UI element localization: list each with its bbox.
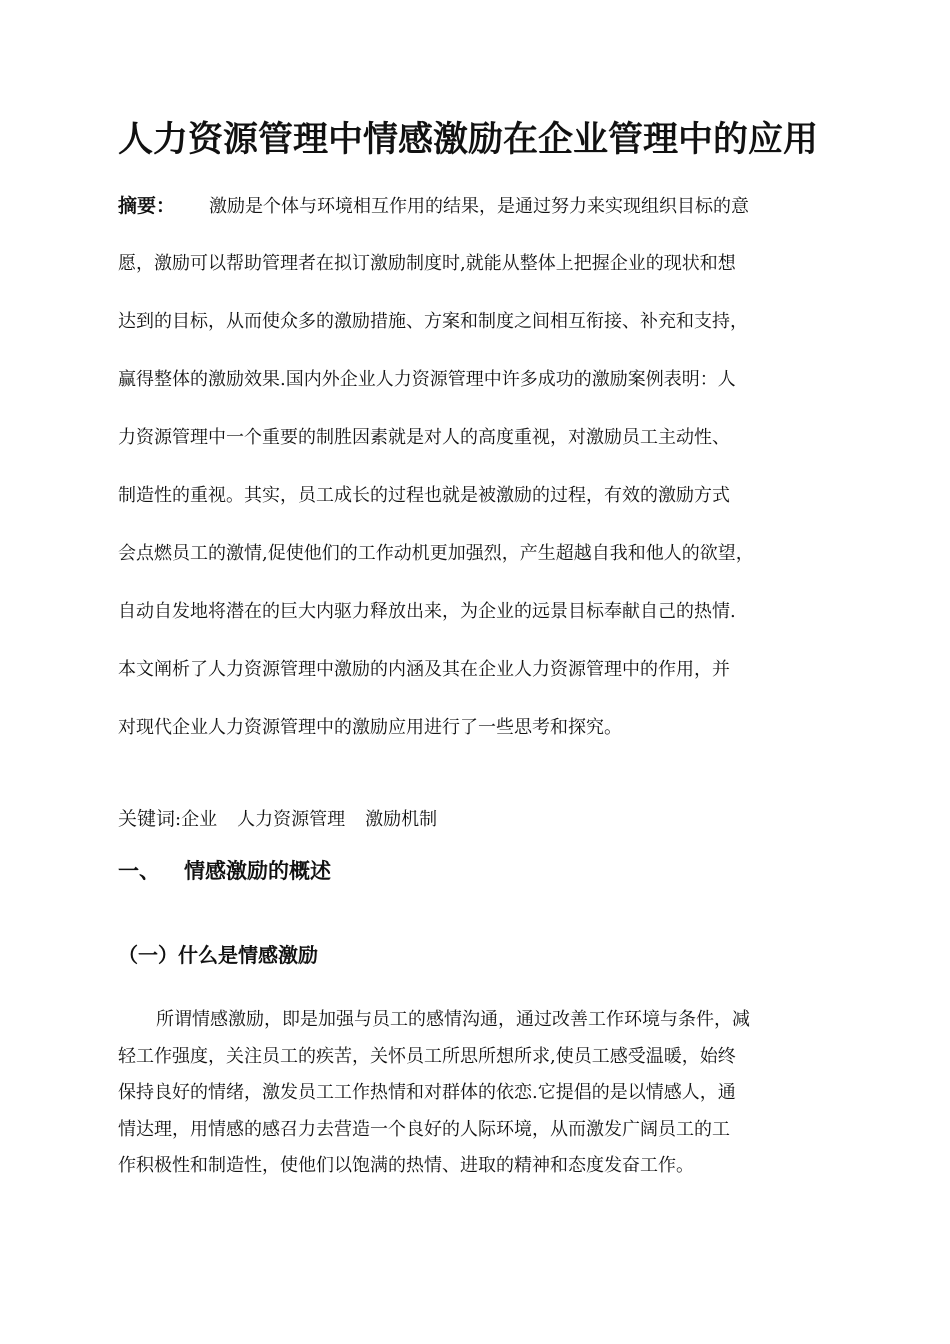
keywords-label: 关键词 <box>118 808 176 830</box>
document-title: 人力资源管理中情感激励在企业管理中的应用 <box>118 119 819 160</box>
paragraph-line: 作积极性和制造性，使他们以饱满的热情、进取的精神和态度发奋工作。 <box>118 1155 694 1176</box>
abstract-line: 自动自发地将潜在的巨大内驱力释放出来，为企业的远景目标奉献自己的热情. <box>118 601 736 622</box>
paragraph-line: 所谓情感激励，即是加强与员工的感情沟通，通过改善工作环境与条件，减 <box>156 1009 750 1030</box>
section-number: 一、 <box>118 859 160 883</box>
abstract-line: 愿，激励可以帮助管理者在拟订激励制度时,就能从整体上把握企业的现状和想 <box>118 253 736 274</box>
keyword: 企业 <box>181 809 218 830</box>
abstract-line <box>118 180 848 238</box>
abstract-line: 达到的目标，从而使众多的激励措施、方案和制度之间相互衔接、补充和支持， <box>118 311 748 332</box>
keyword: 激励机制 <box>365 809 438 830</box>
abstract-line: 赢得整体的激励效果.国内外企业人力资源管理中许多成功的激励案例表明：人 <box>118 369 736 390</box>
body-paragraph <box>118 1002 848 1185</box>
abstract-text: 激励是个体与环境相互作用的结果，是通过努力来实现组织目标的意 <box>209 196 750 217</box>
section-heading <box>118 854 331 888</box>
section-title: 情感激励的概述 <box>184 859 331 883</box>
paragraph-line: 情达理，用情感的感召力去营造一个良好的人际环境，从而激发广阔员工的工 <box>118 1118 730 1140</box>
abstract-line: 会点燃员工的激情,促使他们的工作动机更加强烈，产生超越自我和他人的欲望， <box>118 543 754 564</box>
abstract-line: 力资源管理中一个重要的制胜因素就是对人的高度重视，对激励员工主动性、 <box>118 427 730 448</box>
abstract-label: 摘要： <box>118 195 176 217</box>
keywords-separator: : <box>175 809 182 830</box>
paragraph-line: 保持良好的情绪，激发员工工作热情和对群体的依恋.它提倡的是以情感人，通 <box>118 1082 736 1103</box>
keyword: 人力资源管理 <box>237 809 346 830</box>
abstract-line: 对现代企业人力资源管理中的激励应用进行了一些思考和探究。 <box>118 717 622 738</box>
paragraph-line: 轻工作强度，关注员工的疾苦，关怀员工所思所想所求,使员工感受温暖，始终 <box>118 1045 736 1067</box>
abstract-section <box>118 180 848 760</box>
abstract-line: 本文阐析了人力资源管理中激励的内涵及其在企业人力资源管理中的作用，并 <box>118 659 730 680</box>
subsection-heading: （一）什么是情感激励 <box>118 943 318 967</box>
keywords-line <box>118 803 848 836</box>
abstract-line: 制造性的重视。其实，员工成长的过程也就是被激励的过程，有效的激励方式 <box>118 485 730 506</box>
